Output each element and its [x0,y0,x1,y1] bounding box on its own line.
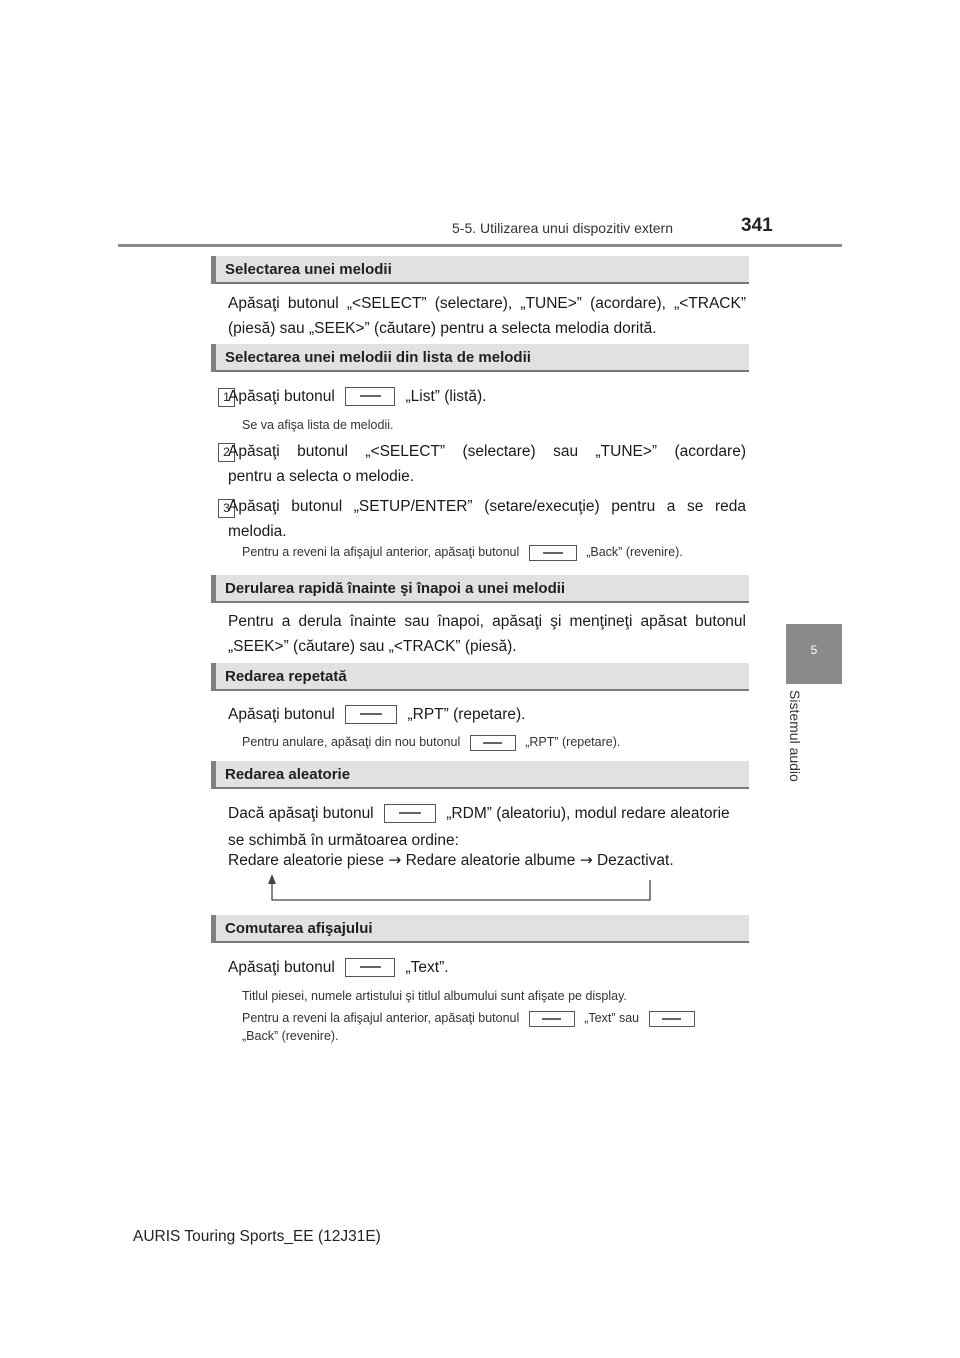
section-title-fast-forward: Derularea rapidă înainte şi înapoi a unei melodii [211,575,749,603]
rpt-button-icon-small [470,735,516,751]
chapter-tab: 5 [786,624,842,684]
display-note-1: Titlul piesei, numele artistului şi titlul albumului sunt afişate pe display. [242,989,627,1003]
fast-forward-line-1: Pentru a derula înainte sau înapoi, apăsaţi şi menţineţi apăsat butonul [228,613,746,630]
step-number-1: 1 [218,388,235,407]
random-pre: Dacă apăsaţi butonul [228,805,374,822]
random-sequence [228,848,746,873]
display-post: „Text”. [405,959,449,976]
repeat-note-pre: Pentru anulare, apăsaţi din nou butonul [242,735,461,749]
rdm-button-icon [384,804,436,823]
step-3-note-pre: Pentru a reveni la afişajul anterior, apăsaţi butonul [242,545,520,559]
step-1-pre: Apăsaţi butonul [228,388,335,405]
header-divider [118,244,842,247]
display-note-2-mid: „Text” sau [584,1011,640,1025]
display-note-2-line-2: „Back” (revenire). [242,1029,339,1043]
rpt-button-icon [345,705,397,724]
section-heading: 5-5. Utilizarea unui dispozitiv extern [452,220,673,236]
fast-forward-line-2: „SEEK>” (căutare) sau „<TRACK” (piesă). [228,638,517,655]
back-button-icon [529,545,577,561]
list-button-icon [345,387,395,406]
step-3-note-post: „Back” (revenire). [586,545,683,559]
step-3-line-2: melodia. [228,523,287,540]
back-button-icon-small [649,1011,695,1027]
repeat-note [242,733,748,752]
section-title-select-from-list: Selectarea unei melodii din lista de melodii [211,344,749,372]
text-button-icon [345,958,395,977]
loop-back-arrow-icon [262,872,662,906]
step-3-line-1: Apăsaţi butonul „SETUP/ENTER” (setare/execuţie) pentru a se reda [228,498,746,515]
text-button-icon-small [529,1011,575,1027]
section-title-repeat: Redarea repetată [211,663,749,691]
chapter-label: Sistemul audio [787,690,803,782]
step-number-2: 2 [218,443,235,462]
section-title-random: Redarea aleatorie [211,761,749,789]
repeat-note-post: „RPT” (repetare). [525,735,621,749]
step-1-text [228,384,746,409]
display-note-2 [242,1009,748,1028]
step-number-3: 3 [218,499,235,518]
select-song-line-2: (piesă) sau „SEEK>” (căutare) pentru a selecta melodia dorită. [228,320,657,337]
random-seq-a: Redare aleatorie piese [228,852,384,869]
repeat-post: „RPT” (repetare). [407,706,526,723]
repeat-pre: Apăsaţi butonul [228,706,335,723]
step-2-line-1: Apăsaţi butonul „<SELECT” (selectare) sau „TUNE>” (acordare) [228,443,746,460]
random-line-1 [228,801,746,826]
random-post: „RDM” (aleatoriu), modul redare aleatorie [446,805,730,822]
step-2-line-2: pentru a selecta o melodie. [228,468,415,485]
random-seq-b: Redare aleatorie albume [405,852,576,869]
section-title-select-song: Selectarea unei melodii [211,256,749,284]
display-pre: Apăsaţi butonul [228,959,335,976]
step-1-note: Se va afişa lista de melodii. [242,418,394,432]
repeat-text [228,702,746,727]
sequence-arrow-icon: → [579,851,593,869]
display-text [228,955,746,980]
random-line-2: se schimbă în următoarea ordine: [228,832,459,849]
display-note-2-pre: Pentru a reveni la afişajul anterior, apăsaţi butonul [242,1011,520,1025]
select-song-line-1: Apăsaţi butonul „<SELECT” (selectare), „TUNE>” (acordare), „<TRACK” [228,295,746,312]
step-1-post: „List” (listă). [405,388,487,405]
document-footer: AURIS Touring Sports_EE (12J31E) [133,1228,381,1245]
random-seq-c: Dezactivat. [596,852,674,869]
section-title-display: Comutarea afişajului [211,915,749,943]
page-number: 341 [741,215,773,236]
step-3-note [242,543,748,562]
sequence-arrow-icon: → [388,851,402,869]
